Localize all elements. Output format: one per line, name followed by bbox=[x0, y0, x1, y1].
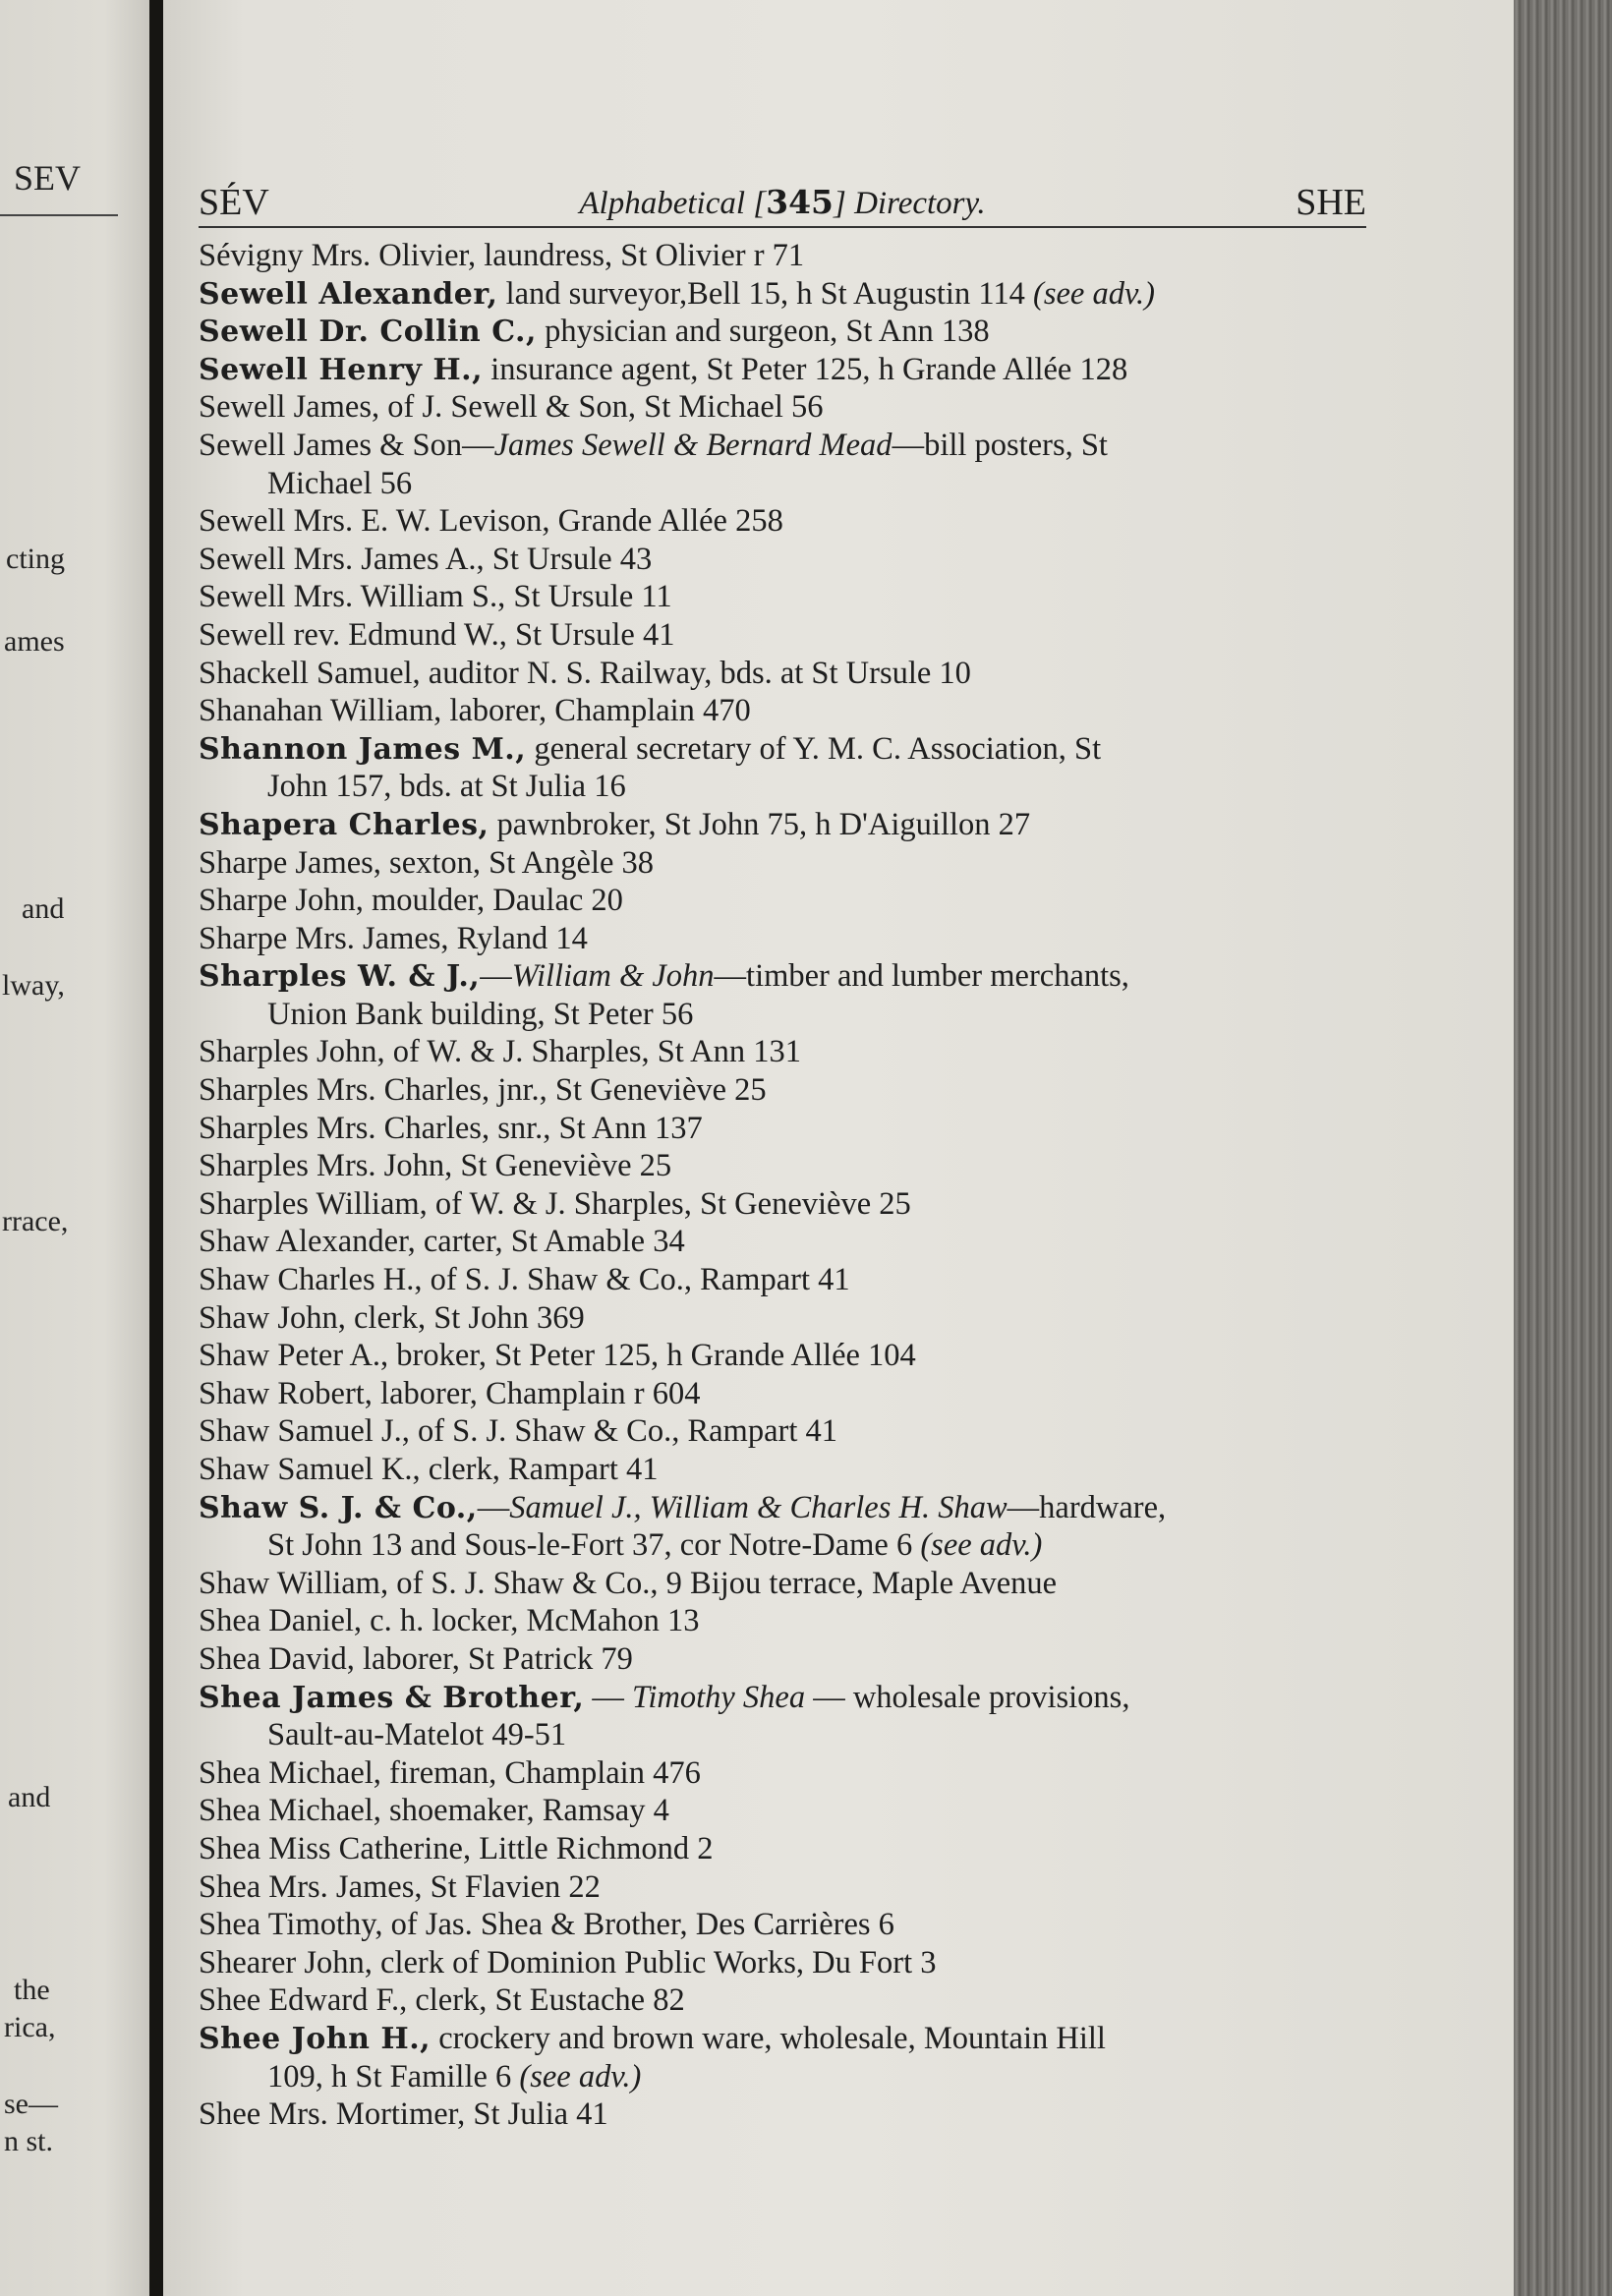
entry-continuation bbox=[199, 768, 1368, 806]
left-fragment: ames bbox=[4, 625, 65, 658]
left-fragment: lway, bbox=[2, 969, 65, 1002]
entry-text: — wholesale provisions, bbox=[805, 1679, 1130, 1715]
directory-entry bbox=[199, 1792, 1368, 1830]
directory-entry bbox=[199, 351, 1368, 389]
running-header bbox=[199, 175, 1366, 224]
directory-entry bbox=[199, 1223, 1368, 1261]
left-fragment: and bbox=[8, 1781, 51, 1813]
directory-page bbox=[163, 0, 1514, 2296]
directory-entry bbox=[199, 2095, 1368, 2134]
entry-text: Sharples John, of W. & J. Sharples, St Ann 131 bbox=[199, 1034, 802, 1070]
directory-entry bbox=[199, 1830, 1368, 1868]
header-right-guideword: SHE bbox=[1295, 182, 1366, 223]
entry-text: insurance agent, St Peter 125, h Grande Allée 128 bbox=[483, 351, 1128, 387]
directory-entry bbox=[199, 237, 1368, 275]
entry-text: Sharples William, of W. & J. Sharples, St Geneviève 25 bbox=[199, 1185, 911, 1222]
entry-text: Shea Mrs. James, St Flavien 22 bbox=[199, 1868, 601, 1905]
entry-text: —timber and lumber merchants, bbox=[714, 958, 1129, 995]
directory-entry bbox=[199, 1412, 1368, 1451]
entry-name: Shannon James M., bbox=[199, 731, 527, 767]
entry-text: Shea Michael, shoemaker, Ramsay 4 bbox=[199, 1793, 669, 1829]
entry-text: Sharples Mrs. John, St Geneviève 25 bbox=[199, 1148, 672, 1184]
directory-entry bbox=[199, 275, 1368, 314]
directory-entry bbox=[199, 692, 1368, 730]
entry-text: Sewell rev. Edmund W., St Ursule 41 bbox=[199, 616, 675, 653]
entry-text: Sharples Mrs. Charles, snr., St Ann 137 bbox=[199, 1110, 703, 1146]
directory-entry bbox=[199, 1375, 1368, 1413]
header-left-guideword: SÉV bbox=[199, 182, 269, 223]
entry-italic: Samuel J., William & Charles H. Shaw bbox=[509, 1489, 1008, 1525]
entry-text: —bill posters, St bbox=[892, 427, 1108, 463]
entry-text: Sewell Mrs. William S., St Ursule 11 bbox=[199, 579, 672, 615]
entry-text: 109, h St Famille 6 bbox=[267, 2058, 520, 2095]
entry-text: general secretary of Y. M. C. Association, St bbox=[526, 730, 1102, 767]
left-header-rule bbox=[0, 214, 118, 216]
directory-entry bbox=[199, 920, 1368, 958]
entry-text: Union Bank building, St Peter 56 bbox=[267, 996, 694, 1032]
directory-entry bbox=[199, 1489, 1368, 1527]
directory-entry bbox=[199, 313, 1368, 351]
directory-entry bbox=[199, 1147, 1368, 1185]
left-fragment: rrace, bbox=[2, 1205, 69, 1237]
entry-name: Sewell Henry H., bbox=[199, 352, 484, 387]
entry-text: Shaw Charles H., of S. J. Shaw & Co., Rampart 41 bbox=[199, 1262, 850, 1298]
entry-text: Sharpe Mrs. James, Ryland 14 bbox=[199, 920, 588, 956]
directory-entry bbox=[199, 1451, 1368, 1489]
entry-text: Sault-au-Matelot 49-51 bbox=[267, 1717, 567, 1753]
directory-entry bbox=[199, 882, 1368, 920]
entry-text: Shea Michael, fireman, Champlain 476 bbox=[199, 1754, 701, 1791]
left-fragment: cting bbox=[6, 543, 65, 575]
left-fragment: and bbox=[22, 892, 65, 925]
entry-continuation bbox=[199, 1526, 1368, 1565]
entry-text: Shea Miss Catherine, Little Richmond 2 bbox=[199, 1830, 714, 1866]
entry-text: Michael 56 bbox=[267, 465, 413, 501]
entry-name: Shapera Charles, bbox=[199, 807, 489, 842]
entry-text: Sewell James & Son— bbox=[199, 427, 494, 463]
directory-entry bbox=[199, 578, 1368, 616]
entry-text: Shackell Samuel, auditor N. S. Railway, bds. at St Ursule 10 bbox=[199, 655, 971, 691]
entry-text: Shea David, laborer, St Patrick 79 bbox=[199, 1640, 633, 1677]
entry-text: Sévigny Mrs. Olivier, laundress, St Olivier r 71 bbox=[199, 238, 805, 273]
entry-text: Sewell Mrs. James A., St Ursule 43 bbox=[199, 541, 653, 577]
entry-text: Shaw Peter A., broker, St Peter 125, h Grande Allée 104 bbox=[199, 1338, 916, 1374]
entry-text: Shaw John, clerk, St John 369 bbox=[199, 1299, 585, 1336]
entry-text: pawnbroker, St John 75, h D'Aiguillon 27 bbox=[489, 806, 1031, 842]
directory-entry bbox=[199, 1185, 1368, 1224]
entry-name: Sewell Dr. Collin C., bbox=[199, 315, 537, 350]
entry-text: Sharpe James, sexton, St Angèle 38 bbox=[199, 844, 655, 881]
page-number: 345 bbox=[766, 183, 834, 221]
entry-continuation bbox=[199, 996, 1368, 1034]
entry-continuation bbox=[199, 1716, 1368, 1754]
entry-text: crockery and brown ware, wholesale, Mountain Hill bbox=[431, 2020, 1106, 2056]
directory-entry bbox=[199, 1640, 1368, 1679]
directory-entry bbox=[199, 1033, 1368, 1071]
entry-text: — bbox=[477, 1489, 510, 1525]
entry-italic: Timothy Shea bbox=[632, 1679, 806, 1715]
entry-continuation bbox=[199, 465, 1368, 503]
left-page-fragment bbox=[0, 0, 149, 2296]
entry-italic: William & John bbox=[511, 958, 715, 995]
left-fragment: rica, bbox=[4, 2011, 56, 2043]
entry-text: physician and surgeon, St Ann 138 bbox=[536, 314, 990, 350]
directory-entry bbox=[199, 730, 1368, 769]
entry-text: John 157, bds. at St Julia 16 bbox=[267, 769, 626, 805]
entry-text: Shearer John, clerk of Dominion Public Works, Du Fort 3 bbox=[199, 1944, 937, 1980]
entry-text: Shee Edward F., clerk, St Eustache 82 bbox=[199, 1982, 685, 2019]
entry-text: Sharples Mrs. Charles, jnr., St Geneviève 25 bbox=[199, 1072, 767, 1109]
entry-italic: (see adv.) bbox=[1033, 275, 1155, 312]
directory-entry bbox=[199, 844, 1368, 883]
entry-continuation bbox=[199, 2058, 1368, 2096]
directory-entry bbox=[199, 1679, 1368, 1717]
left-page-header: SEV bbox=[14, 158, 82, 198]
entry-text: Shanahan William, laborer, Champlain 470 bbox=[199, 693, 751, 729]
directory-entry bbox=[199, 1110, 1368, 1148]
entry-italic: (see adv.) bbox=[519, 2058, 642, 2095]
directory-entry bbox=[199, 1754, 1368, 1793]
entry-text: Shaw Alexander, carter, St Amable 34 bbox=[199, 1224, 685, 1260]
entry-text: Shea Daniel, c. h. locker, McMahon 13 bbox=[199, 1603, 700, 1639]
directory-entries bbox=[199, 237, 1368, 2134]
directory-entry bbox=[199, 957, 1368, 996]
directory-entry bbox=[199, 2020, 1368, 2058]
entry-text: Sharpe John, moulder, Daulac 20 bbox=[199, 883, 623, 919]
directory-entry bbox=[199, 541, 1368, 579]
directory-entry bbox=[199, 1071, 1368, 1110]
left-fragment: the bbox=[14, 1974, 50, 2006]
entry-text: St John 13 and Sous-le-Fort 37, cor Notre-Dame 6 bbox=[267, 1527, 921, 1564]
entry-text: Shea Timothy, of Jas. Shea & Brother, Des Carrières 6 bbox=[199, 1907, 894, 1943]
entry-text: — bbox=[480, 958, 512, 995]
entry-text: Shee Mrs. Mortimer, St Julia 41 bbox=[199, 2096, 608, 2133]
directory-entry bbox=[199, 388, 1368, 427]
entry-text: Shaw Samuel J., of S. J. Shaw & Co., Rampart 41 bbox=[199, 1413, 837, 1450]
directory-entry bbox=[199, 427, 1368, 465]
entry-text: Sewell Mrs. E. W. Levison, Grande Allée 258 bbox=[199, 503, 783, 540]
header-title bbox=[199, 183, 1366, 222]
entry-name: Shaw S. J. & Co., bbox=[199, 1490, 478, 1525]
entry-italic: James Sewell & Bernard Mead bbox=[493, 427, 892, 463]
directory-entry bbox=[199, 1337, 1368, 1375]
directory-entry bbox=[199, 1906, 1368, 1944]
directory-entry bbox=[199, 1602, 1368, 1640]
directory-entry bbox=[199, 1565, 1368, 1603]
entry-text: Shaw Samuel K., clerk, Rampart 41 bbox=[199, 1452, 659, 1487]
header-rule bbox=[199, 226, 1366, 228]
entry-name: Sharples W. & J., bbox=[199, 959, 481, 995]
directory-entry bbox=[199, 502, 1368, 541]
entry-text: land surveyor,Bell 15, h St Augustin 114 bbox=[497, 275, 1034, 312]
directory-entry bbox=[199, 655, 1368, 693]
header-title-pre: Alphabetical [ bbox=[579, 186, 767, 221]
left-fragment: se— bbox=[4, 2088, 58, 2120]
directory-entry bbox=[199, 1261, 1368, 1299]
directory-entry bbox=[199, 1981, 1368, 2020]
directory-entry bbox=[199, 1944, 1368, 1982]
page-edge bbox=[1514, 0, 1612, 2296]
entry-text: Shaw William, of S. J. Shaw & Co., 9 Bijou terrace, Maple Avenue bbox=[199, 1565, 1058, 1601]
directory-entry bbox=[199, 1299, 1368, 1338]
directory-entry bbox=[199, 1868, 1368, 1907]
directory-entry bbox=[199, 616, 1368, 655]
directory-entry bbox=[199, 806, 1368, 844]
entry-text: —hardware, bbox=[1007, 1489, 1167, 1525]
entry-text: Shaw Robert, laborer, Champlain r 604 bbox=[199, 1375, 701, 1411]
book-gutter bbox=[149, 0, 163, 2296]
entry-text: — bbox=[584, 1679, 633, 1715]
entry-name: Sewell Alexander, bbox=[199, 276, 498, 312]
header-title-post: ] Directory. bbox=[834, 186, 986, 221]
left-fragment: n st. bbox=[4, 2125, 54, 2157]
entry-text: Sewell James, of J. Sewell & Son, St Michael 56 bbox=[199, 389, 824, 426]
entry-name: Shea James & Brother, bbox=[199, 1680, 585, 1715]
entry-name: Shee John H., bbox=[199, 2021, 432, 2056]
entry-italic: (see adv.) bbox=[920, 1527, 1043, 1564]
